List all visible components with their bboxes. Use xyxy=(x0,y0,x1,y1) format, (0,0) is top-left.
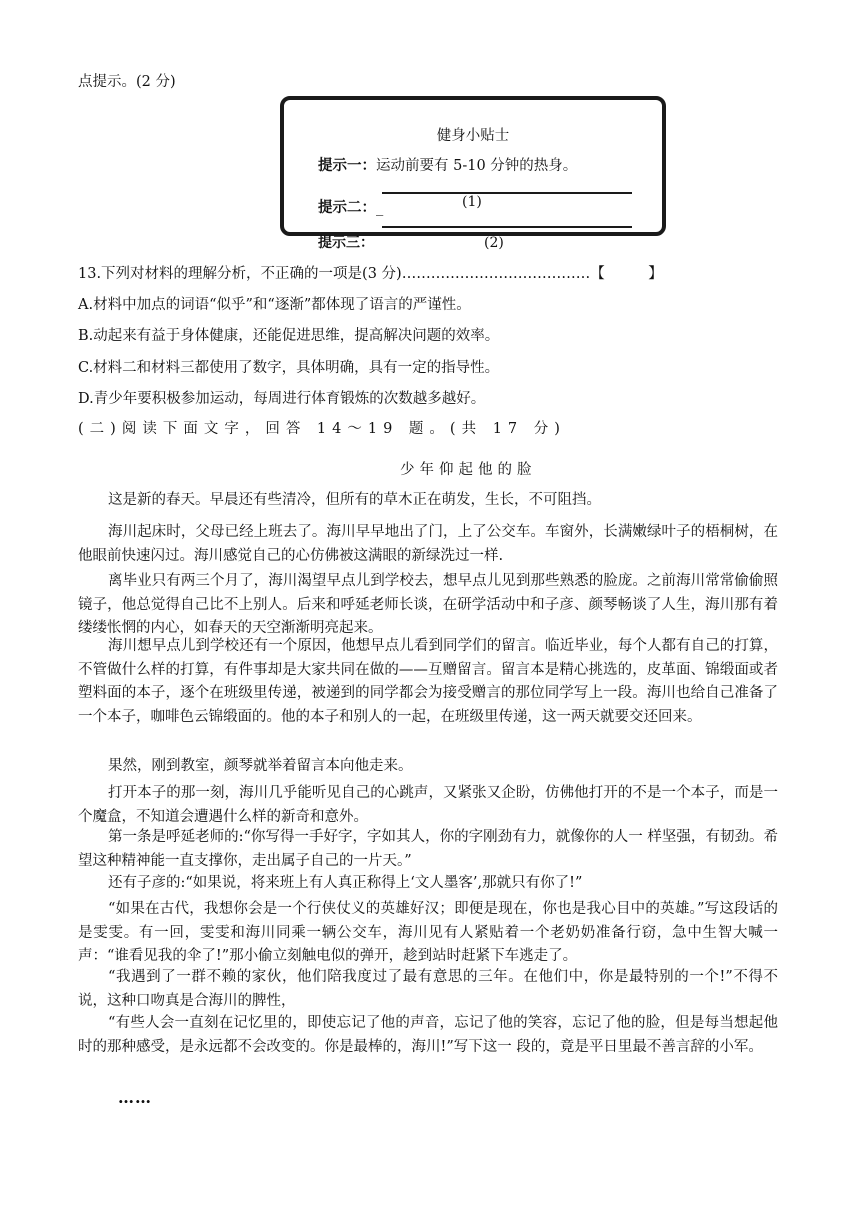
article-paragraph-5: 果然，刚到教室，颜琴就举着留言本向他走来。 xyxy=(108,758,413,774)
tip-three-label: 提示三： xyxy=(318,235,374,251)
article-paragraph-11: “有些人会一直刻在记忆里的，即使忘记了他的声音，忘记了他的笑容，忘记了他的脸，但是每当想起他时的那种感受，是永远都不会改变的。你是最棒的，海川!”写下这一 段的，竟是平日里最不善言辞的小军。 xyxy=(78,1015,778,1055)
previous-question-fragment: 点提示。(2 分) xyxy=(78,74,176,90)
article-paragraph-1: 这是新的春天。早晨还有些清冷，但所有的草木正在萌发，生长，不可阻挡。 xyxy=(108,492,601,508)
question-13-option-b[interactable]: B.动起来有益于身体健康，还能促进思维，提高解决问题的效率。 xyxy=(78,328,500,344)
article-paragraph-2: 海川起床时，父母已经上班去了。海川早早地出了门，上了公交车。车窗外，长满嫩绿叶子的梧桐树，在他眼前快速闪过。海川感觉自己的心仿佛被这满眼的新绿洗过一样. xyxy=(78,524,778,564)
article-paragraph-8: 还有子彦的:“如果说，将来班上有人真正称得上‘文人墨客’,那就只有你了!” xyxy=(108,875,583,891)
tip-two-answer-line xyxy=(382,226,632,228)
tip-two-underscore: _ xyxy=(376,200,384,216)
tip-three-blank[interactable]: (2) xyxy=(484,235,504,251)
question-13-option-c[interactable]: C.材料二和材料三都使用了数字，具体明确，具有一定的指导性。 xyxy=(78,360,500,376)
article-paragraph-7: 第一条是呼延老师的:“你写得一手好字，字如其人，你的字刚劲有力，就像你的人一 样坚强，有韧劲。希望这种精神能一直支撑你，走出属子自己的一片天。” xyxy=(78,829,778,869)
section-two-header: (二)阅读下面文字，回答 14～19 题。(共 17 分) xyxy=(78,421,566,437)
tip-two-top-line xyxy=(382,192,632,194)
article-paragraph-4: 海川想早点儿到学校还有一个原因，他想早点儿看到同学们的留言。临近毕业，每个人都有自己的打算，不管做什么样的打算，有件事却是大家共同在做的——互赠留言。留言本是精心挑选的，皮革面、锦缎面或者塑料面的本子，逐个在班级里传递，被递到的同学都会为接受赠言的那位同学写上一段。海川也给自己准备了一个本子，咖啡色云锦缎面的。他的本子和别人的一起，在班级里传递，这一两天就要交还回来。 xyxy=(78,638,778,725)
tip-two-label: 提示二： xyxy=(318,200,376,216)
article-title: 少年仰起他的脸 xyxy=(400,462,537,478)
question-13-option-a[interactable]: A.材料中加点的词语“似乎”和“逐渐”都体现了语言的严谨性。 xyxy=(78,297,471,313)
tip-two-blank[interactable]: (1) xyxy=(462,194,482,210)
tip-one xyxy=(318,154,577,175)
article-paragraph-6: 打开本子的那一刻，海川几乎能听见自己的心跳声，又紧张又企盼，仿佛他打开的不是一个本子，而是一个魔盒，不知道会遭遇什么样的新奇和意外。 xyxy=(78,785,778,825)
fitness-tips-card xyxy=(280,96,666,251)
question-13-stem: 13.下列对材料的理解分析，不正确的一项是(3 分)…………………………………【 】 xyxy=(78,266,663,282)
tip-three-cut xyxy=(318,232,504,252)
tip-two xyxy=(318,196,383,217)
article-paragraph-10: “我遇到了一群不赖的家伙，他们陪我度过了最有意思的三年。在他们中，你是最特别的一个!”不得不说，这种口吻真是合海川的脾性， xyxy=(78,969,778,1009)
question-13-option-d[interactable]: D.青少年要积极参加运动，每周进行体育锻炼的次数越多越好。 xyxy=(78,391,486,407)
tip-one-text: 运动前要有 5-10 分钟的热身。 xyxy=(376,158,578,174)
article-ellipsis: …… xyxy=(118,1088,152,1107)
article-paragraph-3: 离毕业只有两三个月了，海川渴望早点儿到学校去，想早点儿见到那些熟悉的脸庞。之前海川常常偷偷照镜子，他总觉得自己比不上别人。后来和呼延老师长谈，在研学活动中和子彦、颜琴畅谈了人生，海川那有着缕缕怅惘的内心，如春天的天空渐渐明亮起来。 xyxy=(78,573,778,636)
tips-card-title: 健身小贴士 xyxy=(436,128,510,144)
article-paragraph-9: “如果在古代，我想你会是一个行侠仗义的英雄好汉；即便是现在，你也是我心目中的英雄。”写这段话的是雯雯。有一回，雯雯和海川同乘一辆公交车，海川见有人紧贴着一个老奶奶准备行窃，急中生智大喊一声：“谁看见我的伞了!”那小偷立刻触电似的弹开，趁到站时赶紧下车逃走了。 xyxy=(78,901,778,964)
tip-one-label: 提示一： xyxy=(318,158,376,174)
